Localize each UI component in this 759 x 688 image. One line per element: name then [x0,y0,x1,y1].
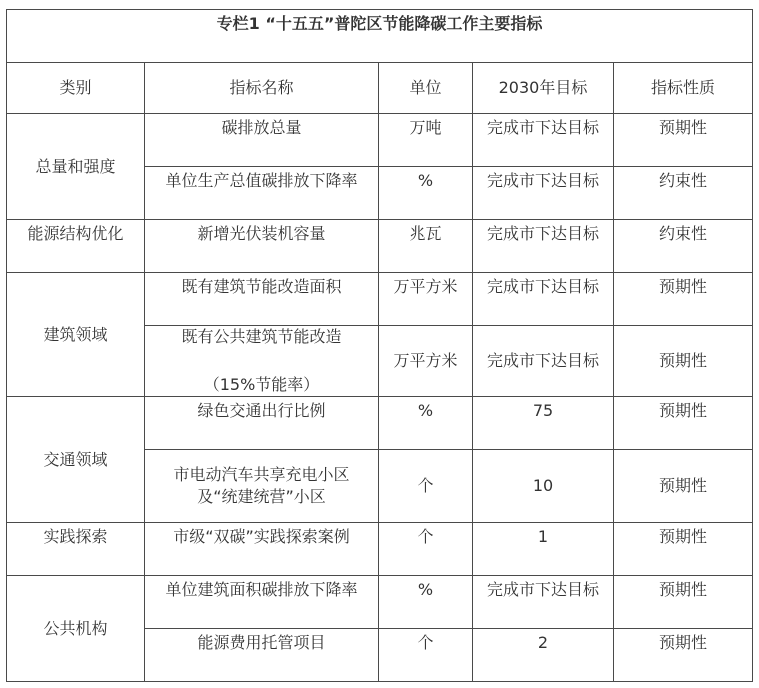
indicator-name-cell: 碳排放总量 [145,114,379,167]
indicator-name-cell: 绿色交通出行比例 [145,397,379,450]
indicator-name-cell [145,450,379,523]
nature-cell: 约束性 [614,220,753,273]
table-row [7,576,753,629]
unit-cell: 兆瓦 [379,220,473,273]
table-row [7,523,753,576]
indicator-name-cell [145,326,379,397]
nature-cell: 约束性 [614,167,753,220]
unit-cell: 个 [379,450,473,523]
target-cell: 完成市下达目标 [473,167,614,220]
table-row [7,114,753,167]
target-cell: 2 [473,629,614,682]
category-cell: 公共机构 [7,576,145,682]
indicator-name-cell: 单位建筑面积碳排放下降率 [145,576,379,629]
nature-cell: 预期性 [614,273,753,326]
nature-cell: 预期性 [614,523,753,576]
category-cell: 总量和强度 [7,114,145,220]
indicator-name-line2: 及“统建统营”小区 [197,487,326,506]
unit-cell: 个 [379,629,473,682]
header-row [7,63,753,114]
indicator-name-cell: 能源费用托管项目 [145,629,379,682]
unit-cell: 万吨 [379,114,473,167]
target-cell: 完成市下达目标 [473,220,614,273]
indicator-name-cell: 既有建筑节能改造面积 [145,273,379,326]
header-category: 类别 [7,63,145,114]
unit-cell: 个 [379,523,473,576]
table-row [7,397,753,450]
indicator-name-cell: 新增光伏装机容量 [145,220,379,273]
unit-cell: % [379,167,473,220]
unit-cell: 万平方米 [379,273,473,326]
nature-cell: 预期性 [614,629,753,682]
table-row [7,220,753,273]
indicator-name-cell: 市级“双碳”实践探索案例 [145,523,379,576]
header-indicator-name: 指标名称 [145,63,379,114]
target-cell: 75 [473,397,614,450]
target-cell: 1 [473,523,614,576]
target-cell: 10 [473,450,614,523]
nature-cell: 预期性 [614,397,753,450]
table-title: 专栏1 “十五五”普陀区节能降碳工作主要指标 [7,10,753,63]
unit-cell: % [379,397,473,450]
category-cell: 能源结构优化 [7,220,145,273]
target-cell: 完成市下达目标 [473,114,614,167]
nature-cell: 预期性 [614,326,753,397]
unit-cell: % [379,576,473,629]
indicator-table [6,9,753,682]
target-cell: 完成市下达目标 [473,576,614,629]
nature-cell: 预期性 [614,576,753,629]
table-row [7,273,753,326]
unit-cell: 万平方米 [379,326,473,397]
category-cell: 建筑领域 [7,273,145,397]
target-cell: 完成市下达目标 [473,326,614,397]
header-unit: 单位 [379,63,473,114]
target-cell: 完成市下达目标 [473,273,614,326]
header-target: 2030年目标 [473,63,614,114]
indicator-name-line2: （15%节能率） [203,375,320,394]
nature-cell: 预期性 [614,450,753,523]
category-cell: 实践探索 [7,523,145,576]
indicator-name-cell: 单位生产总值碳排放下降率 [145,167,379,220]
category-cell: 交通领域 [7,397,145,523]
header-nature: 指标性质 [614,63,753,114]
indicator-name-line1: 市电动汽车共享充电小区 [173,465,350,484]
nature-cell: 预期性 [614,114,753,167]
indicator-name-line1: 既有公共建筑节能改造 [181,327,342,346]
